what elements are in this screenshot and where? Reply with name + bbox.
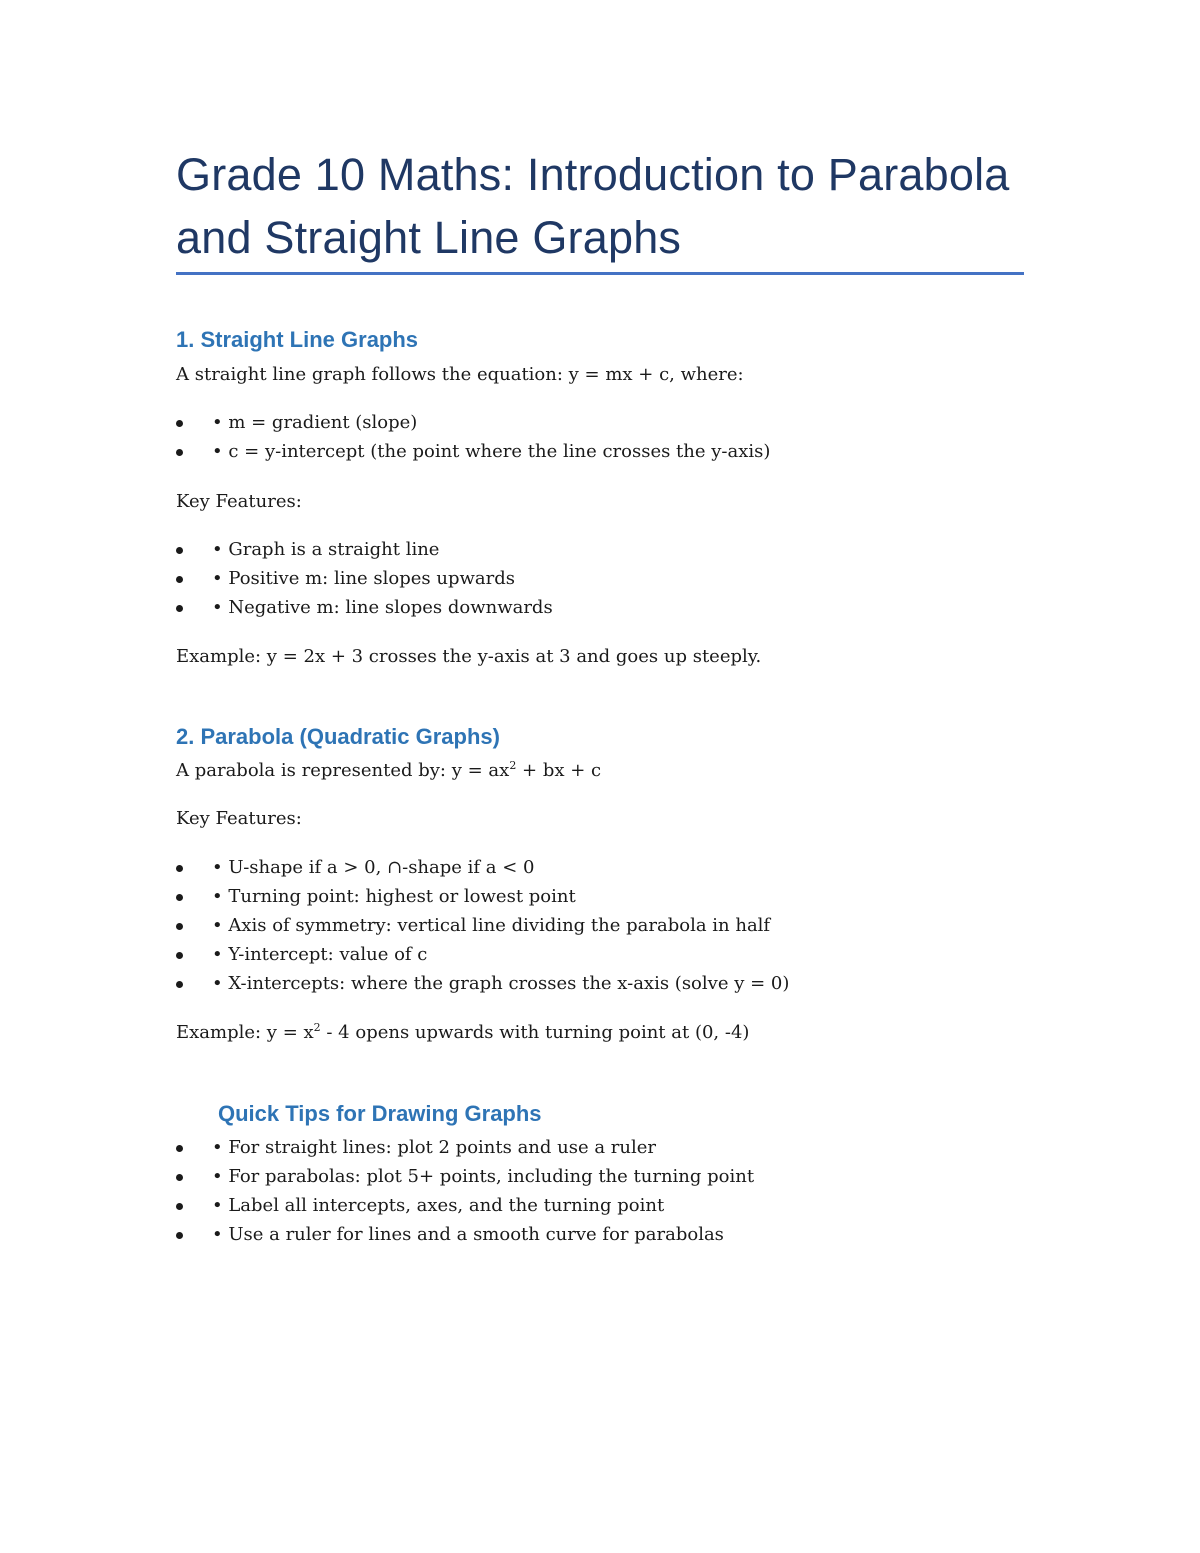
bullet-icon xyxy=(176,1203,183,1210)
bullet-icon xyxy=(176,449,183,456)
bullet-icon xyxy=(176,981,183,988)
section1-heading: 1. Straight Line Graphs xyxy=(176,327,419,352)
section1-features-label: Key Features: xyxy=(176,491,302,512)
document-title: Grade 10 Maths: Introduction to Parabola and Straight Line Graphs xyxy=(176,149,1010,263)
tips-heading: Quick Tips for Drawing Graphs xyxy=(218,1101,542,1126)
section2-heading: 2. Parabola (Quadratic Graphs) xyxy=(176,724,500,749)
bullet-icon xyxy=(176,605,183,612)
section2-example: Example: $y = x^2 - 4$ opens upwards with turning point at (0, -4) xyxy=(176,1021,750,1043)
bullet-icon xyxy=(176,420,183,427)
title-underline xyxy=(176,272,1024,275)
bullet-icon xyxy=(176,1232,183,1239)
section2-features-label: Key Features: xyxy=(176,808,302,829)
bullet-icon xyxy=(176,865,183,872)
bullet-icon xyxy=(176,923,183,930)
section1-example: Example: y = 2x + 3 crosses the y-axis at 3 and goes up steeply. xyxy=(176,646,762,667)
bullet-icon xyxy=(176,576,183,583)
section2-intro: A parabola is represented by: $y = ax^2$ + bx + c xyxy=(176,759,602,781)
bullet-icon xyxy=(176,952,183,959)
bullet-icon xyxy=(176,547,183,554)
section1-intro: A straight line graph follows the equation: y = mx + c, where: xyxy=(176,364,744,385)
bullet-icon xyxy=(176,1145,183,1152)
bullet-icon xyxy=(176,1174,183,1181)
bullet-icon xyxy=(176,894,183,901)
